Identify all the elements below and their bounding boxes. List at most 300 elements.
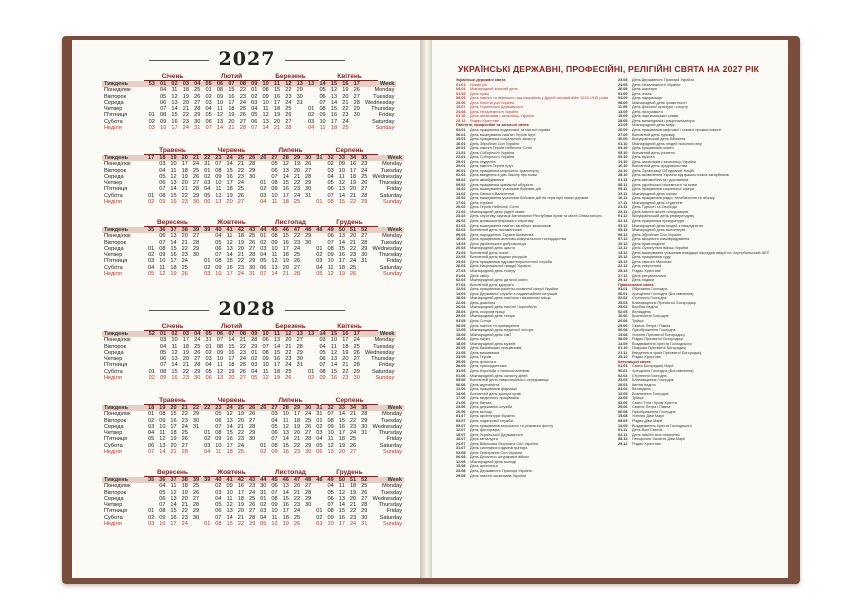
day-cell: 08 — [159, 245, 166, 252]
day-cell: 19 — [338, 442, 345, 449]
week-number: 22 — [190, 405, 201, 411]
weekday-name: Вівторок — [104, 489, 127, 496]
holiday-date: 06.01 — [456, 132, 466, 137]
week-number: 41 — [224, 477, 235, 483]
day-cell: 02 — [251, 356, 258, 363]
holiday-name: День студента — [470, 159, 496, 164]
day-cell: 11 — [170, 483, 177, 490]
day-cell: 16 — [282, 239, 289, 246]
day-cell: 27 — [194, 356, 201, 363]
holiday-date: 08.12 — [618, 437, 628, 442]
weekday-name-en: Thursday — [371, 356, 395, 363]
day-cell: 10 — [271, 192, 278, 199]
day-cell: 21 — [182, 362, 189, 369]
day-cell: 13 — [170, 495, 177, 502]
day-cell: 21 — [349, 502, 357, 509]
day-cell: 11 — [271, 514, 278, 521]
day-cell: 11 — [226, 233, 233, 240]
day-cell: 14 — [273, 343, 281, 350]
weekday-name-en: Monday — [374, 87, 395, 94]
holiday-name: День банківських працівників — [470, 346, 522, 351]
week-number: 43 — [246, 477, 257, 483]
holiday-name: День податкової служби — [470, 419, 513, 424]
day-cell: 03 — [271, 411, 278, 418]
week-number: 06 — [214, 81, 225, 87]
day-cell: 27 — [305, 167, 312, 174]
holiday-date: 08.03 — [456, 87, 466, 92]
holiday-name: Міжнародний день волонтерів — [632, 228, 686, 233]
holiday-name: Різдво Пресвятої Богородиці — [632, 337, 683, 342]
day-cell: 30 — [361, 514, 368, 521]
holiday-date: 20.03 — [456, 246, 466, 251]
day-cell: 10 — [271, 508, 278, 515]
day-cell: 11 — [171, 87, 178, 94]
week-number: 10 — [260, 81, 271, 87]
day-cell: 11 — [271, 199, 278, 206]
day-cell: 30 — [248, 436, 256, 443]
week-number: 48 — [314, 227, 325, 233]
day-cell: 20 — [237, 417, 244, 424]
holiday-date: 06.08 — [456, 455, 466, 460]
day-cell: 03 — [260, 508, 267, 515]
day-cell: 13 — [170, 180, 177, 187]
day-cell: 18 — [182, 343, 189, 350]
year-number: 2028 — [218, 298, 276, 320]
day-cell — [190, 449, 201, 455]
holiday-date: 16.10 — [618, 164, 628, 169]
day-cell: 29 — [296, 349, 303, 356]
day-cell: 25 — [239, 362, 246, 369]
holiday-date: 05.07 — [456, 423, 466, 428]
weekday-name: Середа — [104, 495, 124, 502]
holiday-date: 12.06 — [456, 387, 466, 392]
holiday-date: 27.09 — [618, 132, 628, 137]
day-cell: 04 — [159, 167, 166, 174]
day-cell: 07 — [271, 436, 278, 443]
weekday-name: Неділя — [104, 375, 122, 382]
day-cell: 26 — [353, 349, 360, 356]
day-cell: 03 — [260, 192, 267, 199]
day-cell: 14 — [226, 423, 233, 430]
week-number: 37 — [168, 477, 179, 483]
holiday-name: Всесвітній день здоров'я — [470, 282, 514, 287]
week-number: 29 — [291, 405, 302, 411]
day-cell: 09 — [271, 186, 278, 193]
day-cell: 20 — [181, 495, 188, 502]
holiday-date: 01.09 — [618, 91, 628, 96]
day-cell: 14 — [338, 239, 345, 246]
day-cell: 14 — [226, 252, 233, 259]
day-cell: 27 — [305, 430, 312, 437]
day-cell: 21 — [293, 489, 301, 496]
holiday-date: 22.11 — [618, 209, 628, 214]
day-cell: 11 — [159, 264, 166, 271]
holiday-name: День Всіх Святих — [632, 428, 663, 433]
holiday-name: День торгівлі — [470, 200, 493, 205]
day-cell: 23 — [293, 239, 301, 246]
day-cell: 20 — [228, 375, 235, 382]
day-cell: 09 — [159, 252, 166, 259]
day-cell: 07 — [159, 106, 167, 113]
day-cell: 20 — [226, 199, 233, 206]
month-name: Вересень — [144, 468, 201, 477]
holiday-date: 02.08 — [456, 450, 466, 455]
week-number: 04 — [192, 81, 203, 87]
weekday-name: Субота — [104, 264, 123, 271]
day-cell: 29 — [361, 508, 368, 515]
holiday-entry — [456, 474, 614, 479]
day-cell: 29 — [194, 368, 201, 375]
month-name: Листопад — [262, 468, 319, 477]
weekday-name: Понеділок — [104, 337, 131, 344]
weekday-name: Понеділок — [104, 233, 131, 240]
day-cell: 18 — [349, 483, 357, 490]
day-cell: 20 — [342, 356, 349, 363]
day-cell: 12 — [171, 349, 178, 356]
week-number: 51 — [347, 477, 358, 483]
month-name: Грудень — [321, 468, 378, 477]
week-label-en: Week — [362, 331, 396, 337]
day-cell: 16 — [170, 252, 177, 259]
day-cell: 27 — [296, 337, 303, 344]
weekday-name: Четвер — [104, 356, 123, 363]
holiday-name: День Соборності України — [470, 150, 515, 155]
day-cell: 19 — [226, 192, 233, 199]
week-number: 39 — [190, 227, 201, 233]
week-number: 27 — [269, 155, 280, 161]
day-cell: 18 — [338, 436, 345, 443]
weekday-name-en: Saturday — [379, 514, 402, 521]
day-cell: 25 — [237, 449, 244, 456]
holiday-date: 01.01 — [618, 287, 628, 292]
day-cell: 28 — [192, 502, 200, 509]
day-cell: 12 — [159, 436, 166, 443]
day-cell: 26 — [285, 375, 292, 382]
weekday-name-en: Wednesday — [372, 245, 402, 252]
week-number: 32 — [325, 405, 336, 411]
holiday-name: День Десантно-штурмових військ — [470, 455, 529, 460]
holiday-date: 26.06 — [456, 409, 466, 414]
day-cell: 23 — [182, 375, 189, 382]
week-number: 35 — [359, 405, 370, 411]
day-cell: 17 — [338, 258, 345, 265]
day-cell: 05 — [271, 161, 278, 168]
day-cell: 01 — [205, 343, 212, 350]
day-cell: 25 — [361, 173, 368, 180]
month-grid — [102, 227, 404, 277]
week-number: 10 — [260, 331, 271, 337]
week-label-en: Week — [370, 155, 404, 161]
day-cell: 03 — [205, 356, 212, 363]
week-label-en: Week — [370, 477, 404, 483]
left-page-calendars — [72, 40, 422, 578]
day-cell: 10 — [226, 489, 233, 496]
day-cell: 15 — [282, 495, 289, 502]
weekday-name-en: Monday — [382, 411, 402, 418]
holiday-date: 10.03 — [456, 237, 466, 242]
weekday-name-en: Thursday — [378, 430, 402, 437]
day-cell: 30 — [305, 186, 312, 193]
day-cell: 14 — [170, 239, 177, 246]
day-cell: 12 — [226, 502, 233, 509]
week-number: 19 — [168, 155, 179, 161]
holiday-name: Міжнародний день сліпих — [632, 191, 677, 196]
day-cell: 17 — [228, 356, 235, 363]
day-cell: 12 — [216, 368, 224, 375]
weekday-name-en: Sunday — [375, 375, 395, 382]
day-cell: 30 — [305, 239, 312, 246]
day-cell: 04 — [319, 343, 326, 350]
day-cell: 22 — [342, 106, 349, 113]
week-number: 43 — [246, 227, 257, 233]
holiday-date: 01.01 — [618, 364, 628, 369]
day-cell: 18 — [170, 264, 177, 271]
weekday-name-en: Wednesday — [364, 99, 395, 106]
day-cell: 06 — [251, 118, 258, 125]
month-grid — [102, 155, 404, 205]
holiday-date: 15.05 — [456, 332, 466, 337]
holiday-date: 13.11 — [618, 191, 628, 196]
day-cell: 26 — [305, 423, 312, 430]
holiday-name: День пам'яті захисників України — [470, 473, 526, 478]
day-cell: 04 — [159, 343, 167, 350]
holiday-name: День державної служби — [470, 405, 513, 410]
day-cell: 22 — [293, 495, 301, 502]
day-cell: 13 — [330, 356, 338, 363]
day-cell: 03 — [308, 118, 315, 125]
week-number: 30 — [303, 405, 314, 411]
day-cell: 17 — [293, 411, 301, 418]
day-cell: 01 — [205, 87, 212, 94]
day-cell: 29 — [361, 417, 368, 424]
day-cell: 13 — [262, 118, 269, 125]
day-cell: 16 — [338, 423, 345, 430]
day-cell: 02 — [148, 375, 155, 382]
day-cell: 14 — [171, 362, 178, 369]
day-cell: 26 — [181, 436, 188, 443]
day-cell: 07 — [159, 362, 167, 369]
day-cell: 26 — [293, 521, 301, 528]
day-cell: 25 — [293, 199, 301, 206]
day-cell: 21 — [237, 161, 244, 168]
holiday-name: День енергетика — [632, 264, 662, 269]
month-name: Липень — [262, 146, 319, 155]
day-cell: 01 — [204, 430, 211, 437]
day-cell: 21 — [181, 239, 188, 246]
day-cell: 20 — [282, 264, 289, 271]
day-cell: 31 — [361, 521, 368, 528]
day-cell: 28 — [285, 125, 292, 132]
day-cell: 26 — [248, 502, 256, 509]
holiday-name: День працівників ракетно-космічної галузі України — [470, 287, 559, 292]
day-cell: 01 — [316, 508, 323, 515]
day-cell: 14 — [226, 161, 233, 168]
holiday-name: День працівника податкової та митної справи — [470, 128, 551, 133]
weekday-name: Четвер — [104, 180, 123, 187]
day-cell: 17 — [181, 161, 188, 168]
holiday-name: День вшанування пам'яті загиблих захисників — [470, 223, 551, 228]
day-cell: 24 — [182, 125, 189, 132]
day-cell: 13 — [282, 483, 289, 490]
day-cell: 01 — [148, 112, 155, 119]
day-cell: 10 — [327, 521, 334, 528]
day-cell: 22 — [237, 258, 244, 265]
day-cell: 27 — [248, 245, 256, 252]
day-cell: 03 — [316, 521, 323, 528]
holiday-name: День спротиву окупації Автономної Республіки Крим та міста Севастополя — [470, 214, 602, 219]
day-cell: 30 — [194, 375, 201, 382]
holiday-date: 14.12 — [618, 250, 628, 255]
month-name: Лютий — [203, 72, 260, 81]
holiday-name: День фотографа — [470, 428, 500, 433]
day-cell: 17 — [282, 508, 289, 515]
day-cell: 10 — [319, 118, 326, 125]
holiday-name: День працівника морського транспорту — [470, 168, 540, 173]
day-cell: 07 — [159, 502, 166, 509]
day-cell: 17 — [170, 521, 177, 528]
day-cell: 06 — [159, 99, 167, 106]
year-number: 2027 — [218, 48, 276, 70]
holiday-date: 24.10 — [618, 168, 628, 173]
month-name: Листопад — [262, 218, 319, 227]
day-cell: 18 — [226, 186, 233, 193]
day-cell: 06 — [316, 449, 323, 456]
week-number: 35 — [359, 155, 370, 161]
day-cell: 05 — [260, 258, 267, 265]
day-cell: 02 — [327, 161, 334, 168]
day-cell: 11 — [327, 436, 334, 443]
week-number: 45 — [269, 477, 280, 483]
holiday-name: День Незалежності України — [470, 109, 519, 114]
holiday-name: Воздвиження Хреста Господнього — [632, 423, 692, 428]
quarter-block — [102, 72, 404, 131]
day-cell: 10 — [215, 271, 222, 278]
day-cell: 26 — [248, 239, 256, 246]
weekday-name: П'ятниця — [104, 362, 128, 369]
week-number: 47 — [291, 477, 302, 483]
day-cell: 19 — [342, 87, 349, 94]
holiday-date: 01.07 — [456, 414, 466, 419]
day-cell: 04 — [316, 436, 323, 443]
day-cell: 27 — [192, 180, 200, 187]
day-cell: 08 — [271, 180, 278, 187]
day-cell: 23 — [293, 449, 301, 456]
holiday-name: Благовіщення Пресвятої Богородиці — [632, 300, 696, 305]
day-cell: 10 — [159, 125, 167, 132]
day-cell: 14 — [282, 489, 289, 496]
week-number: 12 — [283, 81, 294, 87]
day-cell: 26 — [248, 411, 256, 418]
holiday-name: Міжнародний день студентів — [632, 200, 683, 205]
holiday-date: 06.06 — [456, 382, 466, 387]
day-cell: 04 — [215, 233, 222, 240]
holiday-name: День вшанування учасників бойових дій — [470, 187, 541, 192]
day-cell: 08 — [262, 349, 269, 356]
holiday-name: День працівників соціальної сфери — [632, 187, 694, 192]
day-cell: 30 — [305, 502, 312, 509]
day-cell: 04 — [327, 173, 334, 180]
week-number: 06 — [214, 331, 225, 337]
day-cell: 26 — [349, 442, 357, 449]
holiday-date: 08.05 — [456, 323, 466, 328]
day-cell: 09 — [338, 161, 345, 168]
day-cell: 21 — [285, 343, 292, 350]
day-cell: 07 — [319, 99, 326, 106]
holiday-name: Великдень — [632, 309, 651, 314]
holiday-date: 25.12 — [456, 118, 466, 123]
month-name: Червень — [203, 146, 260, 155]
day-cell — [303, 271, 314, 277]
day-cell: 05 — [159, 489, 166, 496]
day-cell: 10 — [159, 423, 166, 430]
day-cell: 06 — [271, 430, 278, 437]
day-cell: 28 — [192, 186, 200, 193]
week-number: 03 — [180, 331, 191, 337]
weekday-name-en: Saturday — [372, 368, 395, 375]
day-cell: 07 — [205, 125, 212, 132]
weekday-name: Субота — [104, 368, 123, 375]
holiday-date: 21.03 — [456, 250, 466, 255]
holiday-date: 02.05 — [618, 309, 628, 314]
day-cell: 07 — [260, 271, 267, 278]
day-cell: 08 — [271, 442, 278, 449]
weekday-name-en: Tuesday — [380, 239, 402, 246]
day-cell: 16 — [170, 514, 177, 521]
day-cell: 30 — [248, 264, 256, 271]
day-cell: 19 — [273, 375, 281, 382]
holiday-date: 09.03 — [456, 232, 466, 237]
holiday-name: День Героїв — [470, 355, 492, 360]
day-cell: 01 — [316, 245, 323, 252]
day-cell: 25 — [192, 483, 200, 490]
weekday-name: Середа — [104, 99, 124, 106]
month-name: Липень — [262, 396, 319, 405]
holiday-name: День авіабудівника — [470, 178, 504, 183]
day-cell: 26 — [239, 368, 246, 375]
day-cell: 16 — [228, 93, 235, 100]
day-cell: 23 — [239, 349, 246, 356]
week-number: 34 — [347, 155, 358, 161]
holiday-date: 02.01 — [456, 128, 466, 133]
holiday-date: 17.11 — [618, 200, 628, 205]
weekday-name-en: Saturday — [372, 118, 395, 125]
day-cell: 04 — [260, 199, 267, 206]
day-cell: 27 — [181, 442, 188, 449]
holiday-date: 21.09 — [618, 123, 628, 128]
holiday-date: 17.06 — [456, 396, 466, 401]
day-cell: 12 — [226, 239, 233, 246]
day-cell: 17 — [282, 192, 289, 199]
day-cell: 05 — [260, 521, 267, 528]
week-number: 26 — [246, 155, 257, 161]
day-cell: 28 — [353, 362, 360, 369]
holiday-name: День подяки — [632, 278, 654, 283]
day-cell: 19 — [237, 239, 244, 246]
weekday-name: Вівторок — [104, 167, 127, 174]
holiday-date: 05.06 — [456, 378, 466, 383]
day-cell: 18 — [282, 514, 289, 521]
day-cell: 13 — [226, 508, 233, 515]
holiday-date: 01.11 — [618, 178, 628, 183]
day-cell: 11 — [226, 495, 233, 502]
quarter-block — [102, 396, 404, 455]
day-cell: 22 — [349, 508, 357, 515]
holiday-date: 09.11 — [618, 187, 628, 192]
week-number: 12 — [283, 331, 294, 337]
week-number: 05 — [203, 331, 214, 337]
weekday-name-en: Saturday — [379, 264, 402, 271]
day-cell: 24 — [192, 161, 200, 168]
